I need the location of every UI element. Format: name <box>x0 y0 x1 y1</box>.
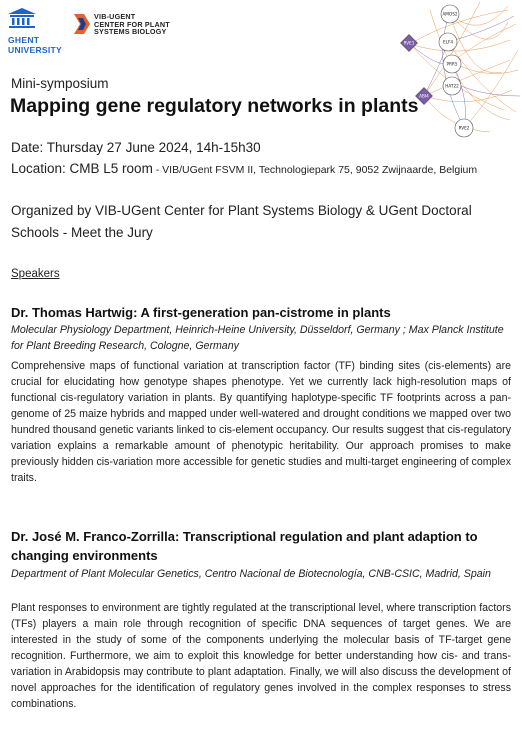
event-location <box>11 161 477 176</box>
event-kicker: Mini-symposium <box>11 76 109 91</box>
ghent-logo-line2: UNIVERSITY <box>8 45 63 55</box>
network-node-label: ABI4 <box>419 93 429 99</box>
location-detail: - VIB/UGent FSVM II, Technologiepark 75, 9052 Zwijnaarde, Belgium <box>152 164 478 176</box>
talk-abstract: Comprehensive maps of functional variation at transcription factor (TF) binding sites (cis-elements) are crucial for elucidating how genotype shapes phenotype. Yet we currently lack high-resolution maps of functional cis-regulatory variation in plants. By quantifying haplotype-specific TF footprints across a pan-genome of 25 maize hybrids and mapped under well-watered and drought conditions we mapped over two hundred thousand genetic variants linked to cis-element occupancy. Our results suggest that cis-regulatory variation explains a remarkable amount of phenotypic heritability. Our approach promises to make previously hidden cis-variation more accessible for genetic studies and multi-target engineering of complex traits. <box>11 360 511 484</box>
talk-affiliation: Molecular Physiology Department, Heinrich-Heine University, Düsseldorf, Germany ; Max Planck Institute for Plant Breeding Research, Cologne, Germany <box>11 324 504 352</box>
building-icon <box>8 8 36 28</box>
organized-by: Organized by VIB-UGent Center for Plant Systems Biology & UGent Doctoral Schools - Meet the Jury <box>11 203 472 240</box>
vib-ugent-logo <box>72 12 222 41</box>
network-node-label: HAT22 <box>445 83 459 89</box>
vib-emblem-icon <box>72 12 92 36</box>
talk-affiliation: Department of Plant Molecular Genetics, Centro Nacional de Biotecnología, CNB-CSIC, Madrid, Spain <box>11 568 491 580</box>
vib-logo-line3: SYSTEMS BIOLOGY <box>94 27 167 37</box>
ghent-university-logo <box>8 8 63 55</box>
gene-network-graphic <box>390 0 522 140</box>
network-node-label: RVE1 <box>403 40 415 46</box>
event-date: Date: Thursday 27 June 2024, 14h-15h30 <box>11 140 261 155</box>
event-title: Mapping gene regulatory networks in plants <box>10 95 419 117</box>
speakers-heading: Speakers <box>11 268 60 280</box>
location-label: Location: CMB L5 room <box>11 161 153 176</box>
network-node-label: AMOS2 <box>442 11 458 17</box>
network-node-label: RVE2 <box>458 125 470 131</box>
vib-logo-line1: VIB-UGENT <box>94 12 136 21</box>
network-node-label: PRR5 <box>446 61 458 67</box>
talk-title: Dr. Thomas Hartwig: A first-generation pan-cistrome in plants <box>11 305 391 320</box>
network-node-label: ELF4 <box>442 39 454 45</box>
ghent-logo-line1: GHENT <box>8 35 40 45</box>
talk-abstract: Plant responses to environment are tightly regulated at the transcriptional level, where transcription factors (TFs) players a main role through recognition of specific DNA sequences of target genes. We are interested in the study of some of the components underlying the molecular basis of TF-target gene recognition. Furthermore, we aim to exploit this knowledge for better understanding how cis- and trans-variation in Arabidopsis may contribute to plant adaptation. Finally, we will also discuss the development of novel approaches for the identification of regulatory genes involved in the complex responses to stress combinations. <box>11 602 511 710</box>
vib-logo-line2: CENTER FOR PLANT <box>94 19 170 29</box>
talk-title: Dr. José M. Franco-Zorrilla: Transcriptional regulation and plant adaption to changing environments <box>11 529 478 563</box>
